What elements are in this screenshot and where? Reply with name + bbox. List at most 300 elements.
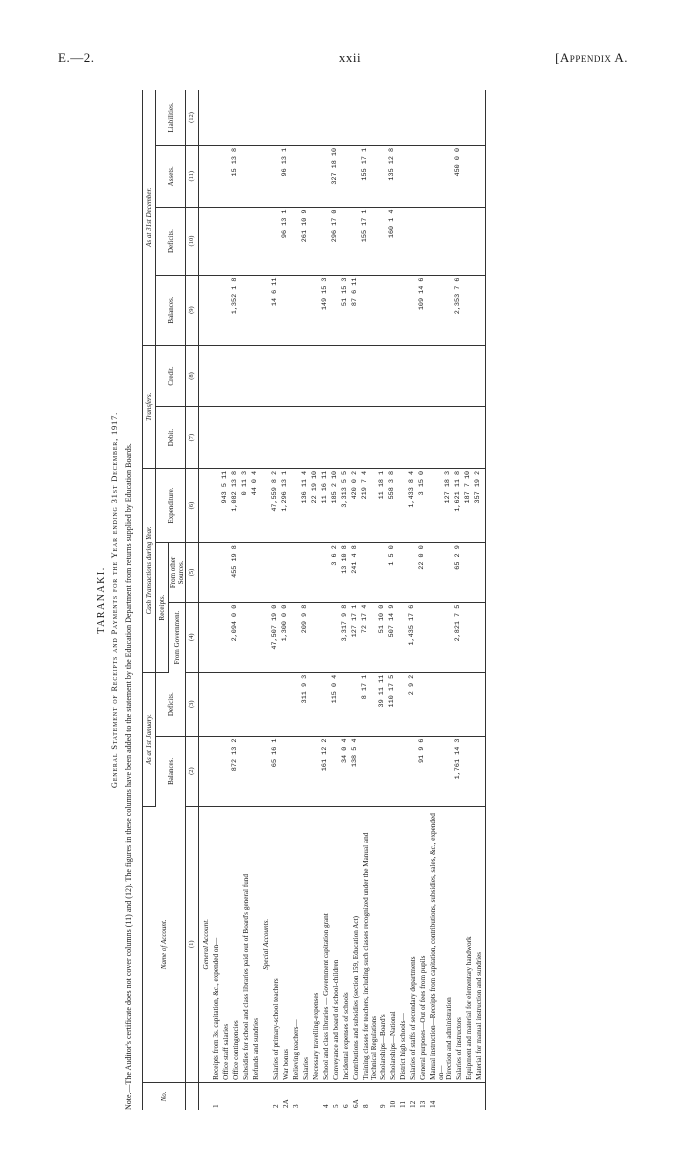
amount-cell <box>302 275 312 345</box>
amount-cell <box>232 407 242 469</box>
amount-cell: 450 0 0 <box>455 145 465 207</box>
amount-cell: 11 16 11 <box>322 468 332 542</box>
amount-cell: 47,559 8 2 <box>272 468 282 542</box>
amount-cell <box>379 407 389 469</box>
appendix-label: [Appendix A. <box>555 50 628 65</box>
amount-cell <box>252 602 262 672</box>
amount-cell <box>419 345 429 407</box>
amount-cell <box>475 145 486 207</box>
amount-cell: 13 10 8 <box>342 543 352 602</box>
amount-cell <box>312 543 322 602</box>
amount-cell <box>475 543 486 602</box>
amount-cell <box>465 145 475 207</box>
amount-cell <box>465 407 475 469</box>
amount-cell: 135 12 8 <box>389 145 399 207</box>
amount-cell <box>455 207 465 275</box>
amount-cell: 327 18 10 <box>332 145 342 207</box>
table-row <box>445 90 455 1110</box>
col-credit: Credit. <box>156 345 186 407</box>
amount-cell: 115 0 4 <box>332 672 342 736</box>
amount-cell <box>409 207 419 275</box>
account-name: Salaries of instructors <box>455 806 465 1082</box>
amount-cell <box>292 145 302 207</box>
amount-cell: 8 17 1 <box>362 672 379 736</box>
amount-cell <box>399 736 409 806</box>
amount-cell <box>429 468 446 542</box>
amount-cell: 161 12 2 <box>322 736 332 806</box>
column-number: (6) <box>186 468 199 542</box>
amount-cell <box>302 145 312 207</box>
row-number: 2A <box>282 1099 291 1108</box>
amount-cell: 34 0 4 <box>342 736 352 806</box>
amount-cell <box>332 345 342 407</box>
amount-cell <box>292 275 302 345</box>
account-name: Training classes for teachers, including such classes recognized under the Manual and Technical Regulations <box>362 806 379 1082</box>
amount-cell <box>312 207 322 275</box>
table-row <box>332 90 342 1110</box>
row-number: 6 <box>342 1104 351 1108</box>
amount-cell <box>199 672 213 736</box>
amount-cell <box>199 345 213 407</box>
amount-cell: 1 5 0 <box>389 543 399 602</box>
amount-cell <box>342 345 352 407</box>
amount-cell: 3 15 0 <box>419 468 429 542</box>
amount-cell <box>429 543 446 602</box>
amount-cell: 149 15 3 <box>322 275 332 345</box>
amount-cell: 261 10 9 <box>302 207 312 275</box>
amount-cell: 1,433 8 4 <box>409 468 419 542</box>
account-name: Direction and administration <box>445 806 455 1082</box>
statement-title: TARANAKI. <box>96 566 107 634</box>
amount-cell <box>252 275 262 345</box>
amount-cell: 311 9 3 <box>302 672 312 736</box>
amount-cell <box>262 345 272 407</box>
column-number: (1) <box>186 806 199 1082</box>
amount-cell: 96 13 1 <box>282 145 292 207</box>
amount-cell <box>379 736 389 806</box>
amount-cell <box>399 407 409 469</box>
amount-cell: 15 13 8 <box>232 145 242 207</box>
amount-cell <box>272 543 282 602</box>
table-row <box>292 90 302 1110</box>
amount-cell <box>199 468 213 542</box>
amount-cell <box>362 736 379 806</box>
amount-cell <box>232 90 242 145</box>
amount-cell <box>409 145 419 207</box>
amount-cell <box>242 602 252 672</box>
table-row <box>199 90 213 1110</box>
amount-cell: 51 15 3 <box>342 275 352 345</box>
amount-cell: 127 18 3 <box>445 468 455 542</box>
amount-cell <box>252 145 262 207</box>
account-name: District high schools— <box>399 806 409 1082</box>
amount-cell <box>465 672 475 736</box>
group-jan: As at 1st January. <box>143 672 156 806</box>
amount-cell <box>222 672 232 736</box>
amount-cell: 1,082 13 8 <box>232 468 242 542</box>
amount-cell: 1,352 1 8 <box>232 275 242 345</box>
group-dec: As at 31st December. <box>143 90 156 345</box>
row-number: 13 <box>418 1100 427 1108</box>
amount-cell <box>199 602 213 672</box>
amount-cell <box>292 543 302 602</box>
row-number <box>222 1082 232 1110</box>
row-number <box>199 1082 213 1110</box>
amount-cell <box>242 90 252 145</box>
amount-cell <box>212 145 222 207</box>
amount-cell <box>282 672 292 736</box>
amount-cell <box>475 672 486 736</box>
amount-cell <box>342 145 352 207</box>
amount-cell: 91 9 6 <box>419 736 429 806</box>
amount-cell <box>232 207 242 275</box>
amount-cell <box>262 145 272 207</box>
amount-cell <box>272 672 282 736</box>
amount-cell <box>262 543 272 602</box>
col-name: Name of Account. <box>143 806 186 1082</box>
table-row <box>389 90 399 1110</box>
amount-cell <box>222 207 232 275</box>
section-heading: Special Accounts. <box>262 806 272 1082</box>
amount-cell <box>242 543 252 602</box>
table-row <box>272 90 282 1110</box>
row-number <box>252 1082 262 1110</box>
account-name: Subsidies for school and class libraries paid out of Board's general fund <box>242 806 252 1082</box>
amount-cell <box>282 407 292 469</box>
amount-cell <box>352 90 362 145</box>
column-number: (12) <box>186 90 199 145</box>
amount-cell <box>379 90 389 145</box>
column-number: (7) <box>186 407 199 469</box>
amount-cell <box>232 345 242 407</box>
amount-cell <box>342 672 352 736</box>
amount-cell <box>475 736 486 806</box>
amount-cell <box>199 90 213 145</box>
row-number: 4 <box>322 1104 331 1108</box>
amount-cell: 127 17 1 <box>352 602 362 672</box>
amount-cell: 22 0 0 <box>419 543 429 602</box>
amount-cell <box>322 90 332 145</box>
amount-cell <box>292 90 302 145</box>
amount-cell <box>379 275 389 345</box>
amount-cell <box>272 345 282 407</box>
amount-cell <box>252 207 262 275</box>
amount-cell: 110 17 5 <box>389 672 399 736</box>
group-transfers: Transfers. <box>143 345 156 468</box>
account-name: Scholarships—National <box>389 806 399 1082</box>
amount-cell <box>429 345 446 407</box>
amount-cell: 22 19 10 <box>312 468 322 542</box>
amount-cell <box>429 90 446 145</box>
amount-cell: 155 17 1 <box>362 145 379 207</box>
table-row <box>379 90 389 1110</box>
amount-cell: 44 0 4 <box>252 468 262 542</box>
amount-cell: 2,353 7 6 <box>455 275 465 345</box>
amount-cell: 72 17 4 <box>362 602 379 672</box>
amount-cell <box>389 345 399 407</box>
row-number: 6A <box>352 1099 361 1108</box>
amount-cell <box>445 672 455 736</box>
amount-cell <box>322 602 332 672</box>
amount-cell <box>362 90 379 145</box>
amount-cell <box>362 543 379 602</box>
amount-cell <box>419 407 429 469</box>
amount-cell <box>242 207 252 275</box>
amount-cell: 138 5 4 <box>352 736 362 806</box>
amount-cell: 87 6 11 <box>352 275 362 345</box>
account-name: Scholarships—Board's <box>379 806 389 1082</box>
row-number: 1 <box>212 1104 221 1108</box>
account-name: Conveyance and board of school-children <box>332 806 342 1082</box>
column-number: (5) <box>186 543 199 602</box>
amount-cell <box>322 407 332 469</box>
table-row <box>322 90 332 1110</box>
amount-cell: 1,300 0 0 <box>282 602 292 672</box>
amount-cell <box>212 407 222 469</box>
amount-cell <box>419 672 429 736</box>
amount-cell <box>212 602 222 672</box>
amount-cell <box>342 90 352 145</box>
account-name: Receipts from 3s. capitation, &c., expended on— <box>212 806 222 1082</box>
amount-cell <box>272 407 282 469</box>
amount-cell <box>222 90 232 145</box>
amount-cell <box>399 145 409 207</box>
row-number: 11 <box>398 1101 407 1108</box>
amount-cell <box>445 90 455 145</box>
amount-cell <box>379 345 389 407</box>
amount-cell: 3,317 9 8 <box>342 602 352 672</box>
account-name: General purposes—Out of fees from pupils <box>419 806 429 1082</box>
amount-cell <box>302 345 312 407</box>
amount-cell: 2,821 7 5 <box>455 602 465 672</box>
amount-cell: 455 19 8 <box>232 543 242 602</box>
account-name: Salaries <box>302 806 312 1082</box>
amount-cell <box>399 345 409 407</box>
table-row <box>475 90 486 1110</box>
account-name: Salaries of staffs of secondary departments <box>409 806 419 1082</box>
amount-cell <box>465 736 475 806</box>
group-cash: Cash Transactions during Year. <box>143 468 156 672</box>
col-deficits-dec: Deficits. <box>156 207 186 275</box>
amount-cell <box>272 90 282 145</box>
amount-cell <box>282 275 292 345</box>
column-number: (10) <box>186 207 199 275</box>
amount-cell <box>409 90 419 145</box>
amount-cell <box>445 207 455 275</box>
amount-cell: 3 6 2 <box>332 543 342 602</box>
amount-cell <box>212 672 222 736</box>
column-number: (9) <box>186 275 199 345</box>
amount-cell <box>352 345 362 407</box>
amount-cell: 136 11 4 <box>302 468 312 542</box>
column-number: (3) <box>186 672 199 736</box>
amount-cell <box>242 145 252 207</box>
account-name: Salaries of primary-school teachers <box>272 806 282 1082</box>
row-number <box>465 1082 475 1110</box>
amount-cell: 11 18 1 <box>379 468 389 542</box>
amount-cell <box>282 543 292 602</box>
amount-cell: 357 19 2 <box>475 468 486 542</box>
table-row <box>222 90 232 1110</box>
amount-cell: 155 17 1 <box>362 207 379 275</box>
row-number <box>232 1082 242 1110</box>
amount-cell <box>212 736 222 806</box>
row-number: 5 <box>332 1104 341 1108</box>
statement-subtitle: General Statement of Receipts and Payments for the Year ending 31st December, 1917. <box>109 411 119 789</box>
amount-cell <box>389 275 399 345</box>
amount-cell <box>212 345 222 407</box>
row-number: 3 <box>292 1104 301 1108</box>
table-row <box>252 90 262 1110</box>
amount-cell <box>362 345 379 407</box>
amount-cell <box>475 407 486 469</box>
col-from-government: From Government. <box>169 602 186 672</box>
amount-cell: 219 7 4 <box>362 468 379 542</box>
amount-cell: 14 6 11 <box>272 275 282 345</box>
group-receipts: Receipts. <box>156 543 169 673</box>
row-number: 12 <box>408 1100 417 1108</box>
row-number: 10 <box>388 1100 397 1108</box>
row-number <box>475 1082 486 1110</box>
amount-cell <box>312 672 322 736</box>
amount-cell <box>419 207 429 275</box>
amount-cell <box>312 145 322 207</box>
amount-cell <box>409 407 419 469</box>
col-deficits: Deficits. <box>156 672 186 736</box>
col-assets: Assets. <box>156 145 186 207</box>
amount-cell <box>332 90 342 145</box>
amount-cell <box>199 543 213 602</box>
amount-cell <box>332 407 342 469</box>
account-name: Material for manual instruction and sundries <box>475 806 486 1082</box>
amount-cell: 2 9 2 <box>409 672 419 736</box>
amount-cell <box>302 407 312 469</box>
amount-cell: 0 11 3 <box>242 468 252 542</box>
amount-cell <box>242 736 252 806</box>
amount-cell <box>242 275 252 345</box>
accounts-table <box>142 90 486 1110</box>
row-number <box>302 1082 312 1110</box>
amount-cell <box>455 672 465 736</box>
column-number: (11) <box>186 145 199 207</box>
amount-cell: 1,435 17 6 <box>409 602 419 672</box>
amount-cell <box>399 543 409 602</box>
table-row <box>409 90 419 1110</box>
amount-cell <box>262 407 272 469</box>
amount-cell <box>199 275 213 345</box>
amount-cell <box>342 407 352 469</box>
amount-cell <box>362 407 379 469</box>
amount-cell <box>282 736 292 806</box>
amount-cell <box>429 145 446 207</box>
amount-cell <box>252 90 262 145</box>
amount-cell <box>199 207 213 275</box>
amount-cell <box>429 407 446 469</box>
amount-cell <box>212 275 222 345</box>
amount-cell <box>282 90 292 145</box>
amount-cell <box>262 672 272 736</box>
amount-cell <box>252 345 262 407</box>
amount-cell <box>419 90 429 145</box>
amount-cell <box>312 602 322 672</box>
amount-cell <box>199 407 213 469</box>
amount-cell <box>242 672 252 736</box>
amount-cell <box>429 602 446 672</box>
amount-cell <box>302 543 312 602</box>
row-number: 8 <box>362 1104 371 1108</box>
account-name: Contributions and subsidies (section 159, Education Act) <box>352 806 362 1082</box>
table-row <box>282 90 292 1110</box>
amount-cell <box>282 345 292 407</box>
column-numbers <box>186 90 199 1110</box>
amount-cell <box>465 345 475 407</box>
column-number: (4) <box>186 602 199 672</box>
amount-cell <box>212 90 222 145</box>
table-row <box>465 90 475 1110</box>
account-name: War bonus <box>282 806 292 1082</box>
amount-cell <box>312 407 322 469</box>
amount-cell <box>389 90 399 145</box>
amount-cell <box>252 672 262 736</box>
table-row <box>419 90 429 1110</box>
col-balances-dec: Balances. <box>156 275 186 345</box>
amount-cell <box>475 345 486 407</box>
col-debit: Debit. <box>156 407 186 469</box>
amount-cell <box>399 207 409 275</box>
table-row <box>399 90 409 1110</box>
amount-cell <box>312 90 322 145</box>
amount-cell: 1,621 11 8 <box>455 468 465 542</box>
row-number: 14 <box>428 1100 437 1108</box>
table-row <box>212 90 222 1110</box>
account-name: Office contingencies <box>232 806 242 1082</box>
amount-cell <box>399 275 409 345</box>
amount-cell <box>312 345 322 407</box>
amount-cell <box>302 90 312 145</box>
row-number <box>242 1082 252 1110</box>
amount-cell <box>389 736 399 806</box>
amount-cell: 1,296 13 1 <box>282 468 292 542</box>
amount-cell <box>429 207 446 275</box>
amount-cell <box>342 207 352 275</box>
amount-cell <box>419 602 429 672</box>
row-number <box>262 1082 272 1110</box>
amount-cell: 558 3 8 <box>389 468 399 542</box>
account-name: Necessary travelling-expenses <box>312 806 322 1082</box>
amount-cell <box>409 345 419 407</box>
account-name: School and class libraries — Government capitation grant <box>322 806 332 1082</box>
amount-cell <box>232 672 242 736</box>
row-number <box>312 1082 322 1110</box>
accounts-body <box>199 90 486 1110</box>
amount-cell: 296 17 0 <box>332 207 342 275</box>
rotated-statement <box>96 90 698 1110</box>
amount-cell <box>292 345 302 407</box>
amount-cell <box>465 207 475 275</box>
amount-cell <box>475 275 486 345</box>
amount-cell <box>222 345 232 407</box>
table-row <box>429 90 446 1110</box>
table-row <box>455 90 465 1110</box>
amount-cell <box>262 90 272 145</box>
account-name: Incidental expenses of schools <box>342 806 352 1082</box>
amount-cell: 51 10 0 <box>379 602 389 672</box>
amount-cell <box>199 736 213 806</box>
amount-cell: 109 14 6 <box>419 275 429 345</box>
amount-cell: 241 4 8 <box>352 543 362 602</box>
amount-cell: 3,313 5 5 <box>342 468 352 542</box>
amount-cell <box>429 672 446 736</box>
